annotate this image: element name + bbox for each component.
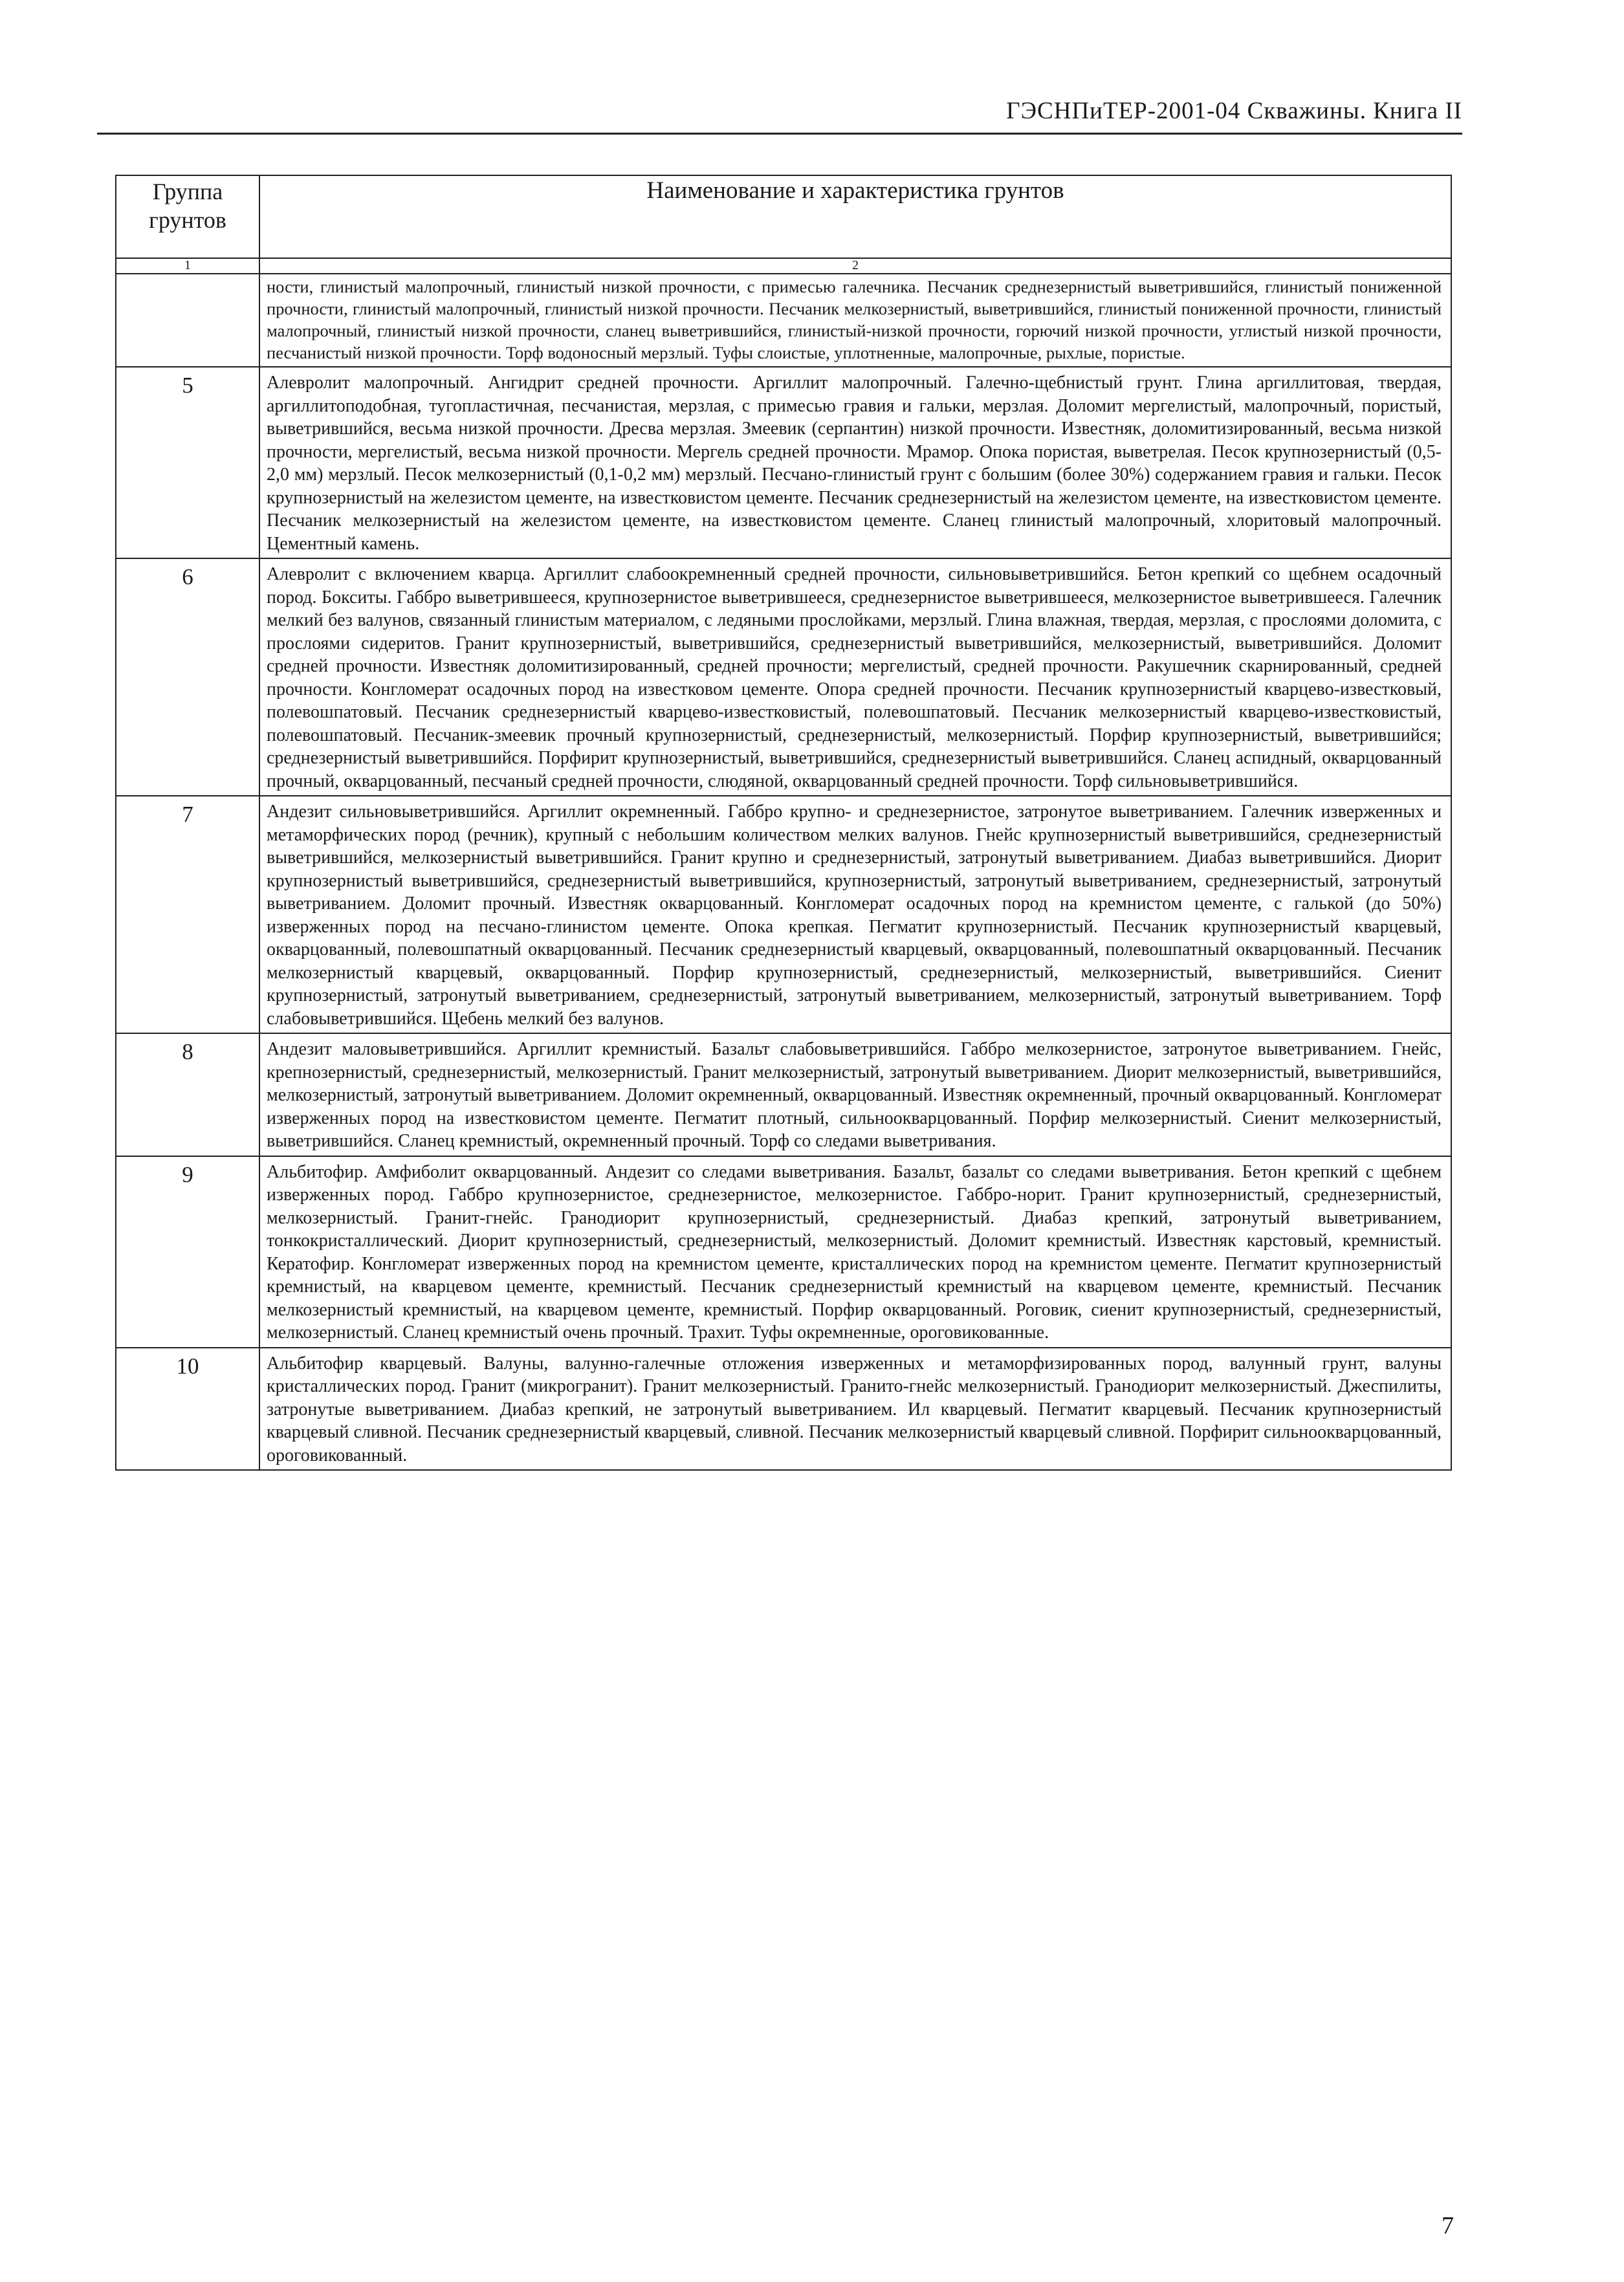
header-rule <box>97 133 1462 135</box>
column-number-2: 2 <box>259 258 1451 274</box>
table-header-row <box>116 175 1451 258</box>
group-number: 9 <box>116 1156 259 1348</box>
running-title: ГЭСНПиТЕР-2001-04 Скважины. Книга II <box>1006 98 1462 124</box>
table-row <box>116 1348 1451 1471</box>
column-number-row <box>116 258 1451 274</box>
group-number: 10 <box>116 1348 259 1471</box>
group-description: Андезит сильновыветрившийся. Аргиллит окремненный. Габбро крупно- и среднезернистое, затронутое выветриванием. Галечник изверженных и метаморфических пород (речник), крупный с небольшим количеством мелких валунов. Гнейс крупнозернистый выветрившийся, среднезернистый выветрившийся, мелкозернистый выветрившийся. Гранит крупно и среднезернистый, затронутый выветриванием. Диабаз выветрившийся. Диорит крупнозернистый выветрившийся, среднезернистый выветрившийся, крупнозернистый, затронутый выветриванием, среднезернистый, затронутый выветриванием. Доломит прочный. Известняк окварцованный. Конгломерат осадочных пород на кремнистом цементе, с галькой (до 50%) изверженных пород на песчано-глинистом цементе. Опока крепкая. Пегматит крупнозернистый. Песчаник крупнозернистый кварцевый, окварцованный, полевошпатный окварцованный. Песчаник среднезернистый кварцевый, окварцованный, полевошпатный окварцованный. Песчаник мелкозернистый кварцевый, окварцованный. Порфир крупнозернистый, среднезернистый, мелкозернистый, выветрившийся. Сиенит крупнозернистый, затронутый выветриванием, среднезернистый, затронутый выветриванием, мелкозернистый, затронутый выветриванием. Торф слабовыветрившийся. Щебень мелкий без валунов. <box>259 796 1451 1033</box>
table-row <box>116 367 1451 558</box>
group-number: 5 <box>116 367 259 558</box>
group-description: Альбитофир кварцевый. Валуны, валунно-галечные отложения изверженных и метаморфизированных пород, валунный грунт, валуны кристаллических пород. Гранит (микрогранит). Гранит мелкозернистый. Гранито-гнейс мелкозернистый. Гранодиорит мелкозернистый. Джеспилиты, затронутые выветриванием. Диабаз крепкий, не затронутый выветриванием. Ил кварцевый. Пегматит кварцевый. Песчаник крупнозернистый кварцевый сливной. Песчаник среднезернистый кварцевый, сливной. Песчаник мелкозернистый кварцевый сливной. Порфирит сильноокварцованный, ороговикованный. <box>259 1348 1451 1471</box>
column-header-description: Наименование и характеристика грунтов <box>259 175 1451 258</box>
group-description: Алевролит с включением кварца. Аргиллит слабоокремненный средней прочности, сильновыветрившийся. Бетон крепкий со щебнем осадочный пород. Бокситы. Габбро выветрившееся, крупнозернистое выветрившееся, среднезернистое выветрившееся, мелкозернистое выветрившееся. Галечник мелкий без валунов, связанный глинистым материалом, с ледяными прослойками, мерзлый. Глина влажная, твердая, мерзлая, с прослоями доломита, с прослоями сидеритов. Гранит крупнозернистый, выветрившийся, среднезернистый выветрившийся, мелкозернистый, выветрившийся. Доломит средней прочности. Известняк доломитизированный, средней прочности; мергелистый, средней прочности. Ракушечник скарнированный, средней прочности. Конгломерат осадочных пород на известковом цементе. Опора средней прочности. Песчаник крупнозернистый кварцево-известковый, полевошпатовый. Песчаник среднезернистый кварцево-известковистый, полевошпатовый. Песчаник мелкозернистый кварцево-известковистый, полевошпатовый. Песчаник-змеевик прочный крупнозернистый, среднезернистый, мелкозернистый. Порфир крупнозернистый, выветрившийся; среднезернистый выветрившийся. Порфирит крупнозернистый, выветрившийся, среднезернистый выветрившийся. Сланец аспидный, окварцованный прочный, окварцованный, песчаный средней прочности, слюдяной, окварцованный средней прочности. Торф сильновыветрившийся. <box>259 558 1451 796</box>
group-description: Алевролит малопрочный. Ангидрит средней прочности. Аргиллит малопрочный. Галечно-щебнистый грунт. Глина аргиллитовая, твердая, аргиллитоподобная, тугопластичная, песчанистая, мерзлая, с примесью гравия и гальки, мерзлая. Доломит мергелистый, малопрочный, пористый, выветрившийся, весьма низкой прочности. Дресва мерзлая. Змеевик (серпантин) низкой прочности. Известняк, доломитизированный, весьма низкой прочности, мергелистый, весьма низкой прочности. Мергель средней прочности. Мрамор. Опока пористая, выветрелая. Песок крупнозернистый (0,5-2,0 мм) мерзлый. Песок мелкозернистый (0,1-0,2 мм) мерзлый. Песчано-глинистый грунт с большим (более 30%) содержанием гравия и гальки. Песок крупнозернистый на железистом цементе, на известковистом цементе. Песчаник среднезернистый на железистом цементе, на известковистом цементе. Песчаник мелкозернистый на железистом цементе, на известковистом цементе. Сланец глинистый малопрочный, хлоритовый малопрочный. Цементный камень. <box>259 367 1451 558</box>
group-number <box>116 274 259 367</box>
column-header-group: Группа грунтов <box>116 175 259 258</box>
table-row <box>116 1033 1451 1156</box>
group-description: ности, глинистый малопрочный, глинистый низкой прочности, с примесью галечника. Песчаник среднезернистый выветрившийся, глинистый пониженной прочности, глинистый малопрочный, глинистый низкой прочности. Песчаник мелкозернистый, выветрившийся, глинистый пониженной прочности, глинистый малопрочный, глинистый низкой прочности, сланец выветрившийся, глинистый-низкой прочности, горючий низкой прочности, углистый низкой прочности, песчанистый низкой прочности. Торф водоносный мерзлый. Туфы слоистые, уплотненные, малопрочные, рыхлые, пористые. <box>259 274 1451 367</box>
table-row <box>116 558 1451 796</box>
group-description: Андезит маловыветрившийся. Аргиллит кремнистый. Базальт слабовыветрившийся. Габбро мелкозернистое, затронутое выветриванием. Гнейс, крепнозернистый, среднезернистый, мелкозернистый. Гранит мелкозернистый, затронутый выветриванием. Диорит мелкозернистый, выветрившийся, мелкозернистый, затронутый выветриванием. Доломит окремненный, окварцованный. Известняк окремненный, прочный окварцованный. Конгломерат изверженных пород на известковистом цементе. Пегматит плотный, сильноокварцованный. Порфир мелкозернистый. Сиенит мелкозернистый, выветрившийся. Сланец кремнистый, окремненный прочный. Торф со следами выветривания. <box>259 1033 1451 1156</box>
group-number: 8 <box>116 1033 259 1156</box>
column-number-1: 1 <box>116 258 259 274</box>
group-description: Альбитофир. Амфиболит окварцованный. Андезит со следами выветривания. Базальт, базальт со следами выветривания. Бетон крепкий с щебнем изверженных пород. Габбро крупнозернистое, среднезернистое, мелкозернистое. Габбро-норит. Гранит крупнозернистый, среднезернистый, мелкозернистый. Гранит-гнейс. Гранодиорит крупнозернистый, среднезернистый. Диабаз крепкий, затронутый выветриванием, тонкокристаллический. Диорит крупнозернистый, среднезернистый, мелкозернистый. Доломит кремнистый. Известняк карстовый, кремнистый. Кератофир. Конгломерат изверженных пород на кремнистом цементе, кристаллических пород на кремнистом цементе. Пегматит крупнозернистый кремнистый, на кварцевом цементе, кремнистый. Песчаник среднезернистый кремнистый на кварцевом цементе, кремнистый. Песчаник мелкозернистый кремнистый, на кварцевом цементе, кремнистый. Порфир окварцованный. Роговик, сиенит крупнозернистый, среднезернистый, мелкозернистый. Сланец кремнистый очень прочный. Трахит. Туфы окремненные, ороговикованные. <box>259 1156 1451 1348</box>
page-number: 7 <box>1442 2212 1454 2239</box>
group-number: 6 <box>116 558 259 796</box>
table-row <box>116 1156 1451 1348</box>
table-row <box>116 796 1451 1033</box>
soil-groups-table <box>115 175 1452 1471</box>
table-row <box>116 274 1451 367</box>
group-number: 7 <box>116 796 259 1033</box>
